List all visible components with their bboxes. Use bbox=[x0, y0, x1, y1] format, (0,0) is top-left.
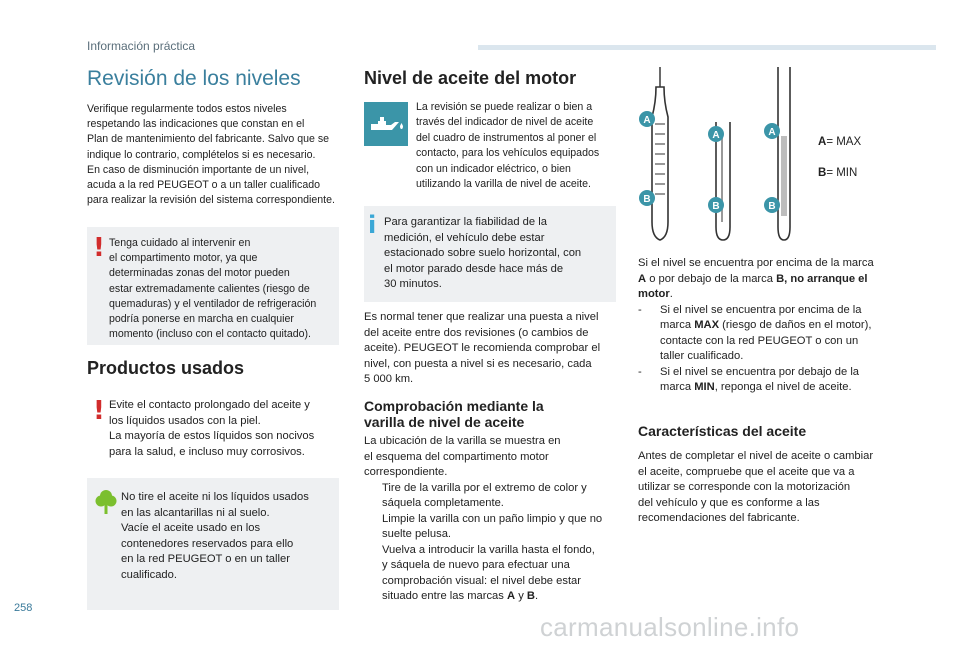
list-item: Tire de la varilla por el extremo de color y sáquela completamente. bbox=[382, 481, 587, 509]
warning-icon: ! bbox=[93, 396, 105, 426]
page-title: Revisión de los niveles bbox=[87, 67, 301, 90]
normal-text: Es normal tener que realizar una puesta a nivel del aceite entre dos revisiones (o cambios de aceite). PEUGEOT le recomienda comprobar el nivel, con puesta a nivel si es necesario, cada 5 000 km. bbox=[364, 311, 601, 385]
dipstick-section bbox=[364, 434, 626, 605]
legend-max: A= MAX bbox=[818, 136, 862, 148]
products-warning bbox=[87, 388, 339, 472]
info-icon: i bbox=[368, 211, 377, 239]
list-item: - Si el nivel se encuentra por encima de la marca MAX (riesgo de daños en el motor), contacte con la red PEUGEOT o con un taller cualificado. bbox=[638, 303, 872, 362]
oil-characteristics-text: Antes de completar el nivel de aceite o cambiar el aceite, compruebe que el aceite que va a utilizar se corresponde con la motorización del vehículo y que es conforme a las recomendaciones del fabricante. bbox=[638, 450, 874, 524]
warning-icon: ! bbox=[93, 233, 105, 263]
list-item: - Si el nivel se encuentra por debajo de la marca MIN, reponga el nivel de aceite. bbox=[638, 365, 860, 393]
warning-box bbox=[87, 227, 339, 345]
watermark: carmanualsonline.info bbox=[540, 612, 800, 642]
products-warning-text: Evite el contacto prolongado del aceite y los líquidos usados con la piel. La mayoría de estos líquidos son nocivos para la salud, e incluso muy corrosivos. bbox=[109, 399, 315, 458]
oil-level-title: Nivel de aceite del motor bbox=[364, 68, 577, 88]
level-line-3: motor. bbox=[638, 288, 673, 300]
level-line-2: A o por debajo de la marca B, no arranque el bbox=[638, 272, 868, 285]
section-header: Información práctica bbox=[87, 39, 196, 53]
legend-min: B= MIN bbox=[818, 167, 858, 179]
label-b: B bbox=[643, 194, 651, 205]
page-number: 258 bbox=[14, 602, 33, 614]
level-instructions bbox=[638, 256, 903, 396]
oil-check-text: La revisión se puede realizar o bien a través del indicador de nivel de aceite del cuadro de instrumentos al poner el contacto, para los vehículos equipados con un indicador eléctrico, o bien utilizando la varilla de nivel de aceite. bbox=[416, 101, 600, 191]
level-line-1: Si el nivel se encuentra por encima de la marca bbox=[638, 257, 874, 269]
oil-can-icon bbox=[364, 102, 408, 146]
warning-text: Tenga cuidado al intervenir en el compartimento motor, ya que determinadas zonas del motor pueden estar extremadamente calientes (riesgo de quemaduras) y el ventilador de refrigeración podría ponerse en marcha en cualquier momento (incluso con el contacto quitado). bbox=[109, 237, 317, 341]
info-text: Para garantizar la fiabilidad de la medición, el vehículo debe estar estacionado sobre suelo horizontal, con el motor parado desde hace más de 30 minutos. bbox=[384, 216, 582, 290]
diagram-labels bbox=[630, 62, 830, 247]
label-a: A bbox=[712, 130, 720, 141]
header-bar bbox=[478, 45, 936, 50]
label-a: A bbox=[768, 127, 776, 138]
label-b: B bbox=[712, 201, 720, 212]
eco-box bbox=[87, 478, 339, 610]
tree-icon bbox=[95, 488, 117, 516]
oil-characteristics-title: Características del aceite bbox=[638, 423, 807, 439]
label-b: B bbox=[768, 201, 776, 212]
dipstick-intro: La ubicación de la varilla se muestra en el esquema del compartimento motor correspondiente. bbox=[364, 435, 561, 478]
intro-text: Verifique regularmente todos estos niveles respetando las indicaciones que constan en el Plan de mantenimiento del fabricante. Salvo que se indique lo contrario, complételos si es necesario. En caso de disminución importante de un nivel, acuda a la red PEUGEOT o a un taller cualificado para realizar la revisión del sistema correspondiente. bbox=[87, 103, 335, 207]
list-item: Limpie la varilla con un paño limpio y que no suelte pelusa. bbox=[382, 512, 603, 540]
products-title: Productos usados bbox=[87, 358, 245, 378]
level-list bbox=[638, 303, 903, 396]
dipstick-title: Comprobación mediante la varilla de nivel de aceite bbox=[364, 398, 544, 430]
list-item: Vuelva a introducir la varilla hasta el fondo, y sáquela de nuevo para efectuar una comprobación visual: el nivel debe estar situado entre las marcas A y B. bbox=[382, 543, 595, 602]
products-section bbox=[87, 357, 342, 379]
middle-column bbox=[364, 67, 624, 89]
eco-text: No tire el aceite ni los líquidos usados en las alcantarillas ni al suelo. Vacíe el aceite usado en los contenedores reservados para ello en la red PEUGEOT o en un taller cualificado. bbox=[121, 491, 309, 581]
label-a: A bbox=[643, 115, 651, 126]
left-column bbox=[87, 66, 342, 208]
dipstick-steps bbox=[364, 481, 626, 605]
info-box bbox=[364, 206, 616, 302]
